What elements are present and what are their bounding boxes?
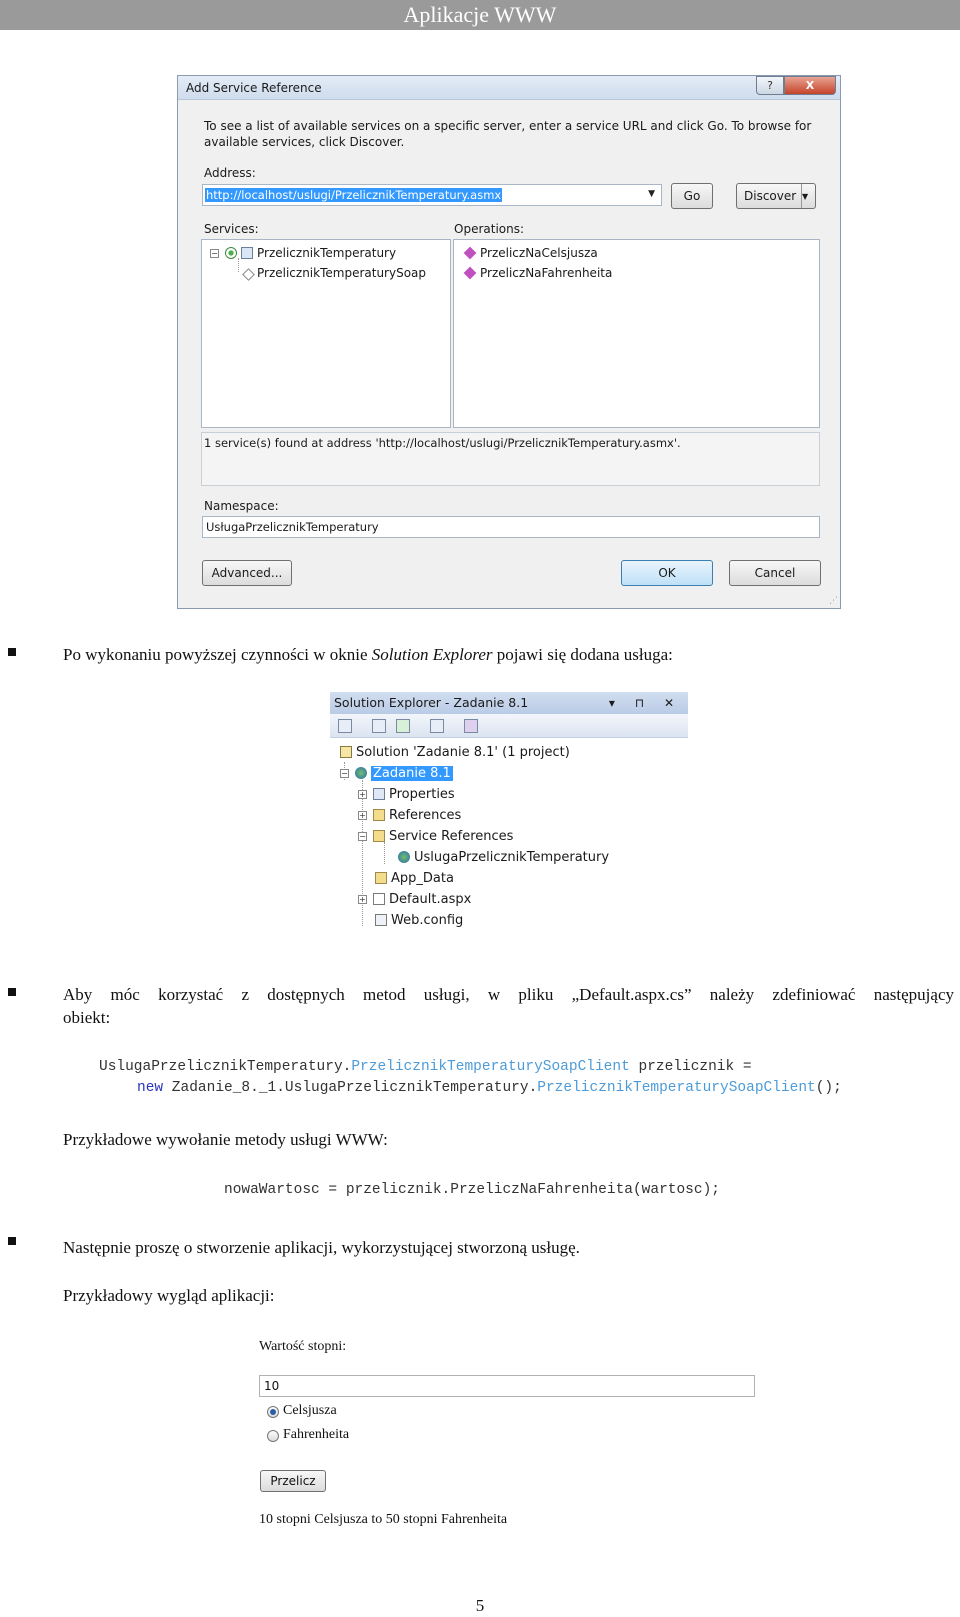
tree-item-service-reference[interactable] — [398, 850, 609, 865]
properties-icon — [373, 788, 385, 800]
dialog-instruction: To see a list of available services on a specific server, enter a service URL and click Go. To browse for available services, click Discover. — [204, 119, 812, 149]
address-value: http://localhost/uslugi/PrzelicznikTemperatury.asmx — [206, 188, 502, 202]
radio-fahrenheit[interactable] — [267, 1430, 279, 1442]
radio-celsius-label: Celsjusza — [283, 1403, 337, 1418]
paragraph-define-object: Aby móc korzystać z dostępnych metod usługi, w pliku „Default.aspx.cs” należy zdefiniować następujący — [63, 985, 954, 1004]
code-line — [137, 1080, 842, 1096]
solution-explorer-title: Solution Explorer - Zadanie 8.1 — [334, 695, 529, 710]
paragraph-define-object-cont: obiekt: — [63, 1008, 111, 1027]
references-folder-icon — [373, 809, 385, 821]
code-line — [99, 1059, 752, 1075]
solution-explorer-toolbar — [330, 714, 688, 738]
tree-item-default-aspx[interactable] — [358, 892, 471, 907]
ok-button[interactable]: OK — [621, 560, 713, 586]
radio-celsius[interactable] — [267, 1406, 279, 1418]
degree-input[interactable]: 10 — [259, 1375, 755, 1397]
properties-tool-icon[interactable] — [338, 719, 352, 733]
expand-icon[interactable]: + — [359, 790, 366, 799]
paragraph-example-call: Przykładowe wywołanie metody usługi WWW: — [63, 1130, 388, 1149]
service-class-icon — [241, 247, 253, 259]
p1-text-after: pojawi się dodana usługa: — [492, 645, 673, 664]
web-config-label: Web.config — [391, 913, 464, 928]
tree-item-project[interactable] — [340, 766, 453, 781]
page-number: 5 — [475, 1596, 485, 1615]
references-label: References — [389, 808, 462, 823]
tree-item-app-data[interactable] — [375, 871, 454, 886]
tree-item-references[interactable] — [358, 808, 461, 823]
service-icon — [225, 247, 237, 259]
cancel-button[interactable]: Cancel — [729, 560, 821, 586]
address-combobox[interactable] — [202, 184, 662, 206]
web-service-icon — [398, 851, 410, 863]
address-label: Address: — [204, 166, 256, 180]
tree-connector — [238, 258, 239, 272]
convert-button[interactable]: Przelicz — [260, 1470, 326, 1492]
code-type: PrzelicznikTemperaturySoapClient — [537, 1080, 816, 1096]
operation-item[interactable] — [464, 266, 612, 280]
p1-emphasis: Solution Explorer — [371, 645, 493, 664]
header-title: Aplikacje WWW — [403, 2, 557, 27]
services-label: Services: — [204, 222, 259, 236]
service-references-label: Service References — [389, 829, 514, 844]
chevron-down-icon[interactable]: ▼ — [648, 189, 655, 199]
services-tree[interactable] — [201, 239, 451, 428]
add-service-reference-dialog — [177, 75, 841, 609]
tree-connector — [384, 842, 385, 864]
web-project-icon — [355, 767, 367, 779]
code-variable: przelicznik = — [629, 1059, 752, 1075]
status-text: 1 service(s) found at address 'http://localhost/uslugi/PrzelicznikTemperatury.asmx'. — [204, 436, 681, 450]
properties-label: Properties — [389, 787, 455, 802]
code-namespace: Zadanie_8._1.UslugaPrzelicznikTemperatury. — [163, 1080, 538, 1096]
show-all-files-icon[interactable] — [372, 719, 386, 733]
panel-controls[interactable]: ▾ ⊓ ✕ — [608, 696, 682, 710]
solution-explorer-panel — [330, 692, 688, 938]
endpoint-name: PrzelicznikTemperaturySoap — [257, 266, 427, 280]
folder-icon — [373, 830, 385, 842]
refresh-icon[interactable] — [396, 719, 410, 733]
collapse-icon[interactable]: − — [359, 832, 366, 841]
default-aspx-label: Default.aspx — [389, 892, 472, 907]
help-button[interactable]: ? — [756, 76, 784, 95]
paragraph-app-look: Przykładowy wygląd aplikacji: — [63, 1286, 275, 1305]
solution-label: Solution 'Zadanie 8.1' (1 project) — [356, 745, 570, 760]
config-file-icon — [375, 914, 387, 926]
bullet-icon — [8, 988, 16, 996]
project-label: Zadanie 8.1 — [373, 766, 451, 781]
paragraph-solution-explorer — [63, 644, 673, 666]
dialog-title: Add Service Reference — [186, 81, 322, 95]
code-punctuation: (); — [815, 1080, 842, 1096]
tree-item-solution[interactable] — [340, 745, 570, 760]
namespace-label: Namespace: — [204, 499, 279, 513]
method-icon — [464, 267, 477, 280]
endpoint-icon — [242, 268, 255, 281]
bullet-icon — [8, 1237, 16, 1245]
bullet-icon — [8, 648, 16, 656]
expand-icon[interactable]: + — [359, 811, 366, 820]
page-header — [0, 0, 960, 30]
collapse-icon[interactable]: − — [341, 769, 348, 778]
p1-text-before: Po wykonaniu powyższej czynności w oknie — [63, 645, 372, 664]
solution-explorer-titlebar — [330, 692, 688, 714]
radio-fahrenheit-label: Fahrenheita — [283, 1427, 350, 1442]
paragraph-create-app: Następnie proszę o stworzenie aplikacji, wykorzystującej stworzoną usługę. — [63, 1238, 580, 1257]
view-designer-icon[interactable] — [430, 719, 444, 733]
tree-item-properties[interactable] — [358, 787, 455, 802]
code-keyword: new — [137, 1080, 164, 1096]
resize-grip-icon[interactable]: ⋰ — [829, 596, 838, 606]
expand-icon[interactable]: + — [359, 895, 366, 904]
app-data-label: App_Data — [391, 871, 454, 886]
service-reference-label: UslugaPrzelicznikTemperatury — [414, 850, 610, 865]
method-icon — [464, 247, 477, 260]
dialog-titlebar — [178, 76, 840, 100]
code-call: nowaWartosc = przelicznik.PrzeliczNaFahrenheita(wartosc); — [224, 1182, 720, 1198]
close-button[interactable]: X — [784, 76, 836, 95]
operation-name: PrzeliczNaCelsjusza — [480, 246, 598, 260]
discover-button[interactable] — [736, 183, 816, 209]
operation-name: PrzeliczNaFahrenheita — [480, 266, 613, 280]
status-area — [201, 432, 820, 486]
tree-item-service-references[interactable] — [358, 829, 513, 844]
tree-item-endpoint[interactable] — [244, 266, 426, 280]
folder-icon — [375, 872, 387, 884]
tree-item-web-config[interactable] — [375, 913, 463, 928]
solution-icon — [340, 746, 352, 758]
code-namespace: UslugaPrzelicznikTemperatury. — [99, 1059, 352, 1075]
service-name: PrzelicznikTemperatury — [257, 246, 397, 260]
discover-label: Discover — [744, 189, 797, 203]
code-type: PrzelicznikTemperaturySoapClient — [351, 1059, 630, 1075]
class-diagram-icon[interactable] — [464, 719, 478, 733]
app-degree-label: Wartość stopni: — [259, 1339, 347, 1354]
chevron-down-icon[interactable]: ▼ — [801, 184, 815, 208]
collapse-icon[interactable]: − — [211, 249, 218, 258]
operations-label: Operations: — [454, 222, 525, 236]
namespace-input[interactable] — [202, 516, 820, 538]
aspx-file-icon — [373, 893, 385, 905]
operation-item[interactable] — [464, 246, 598, 260]
go-button[interactable]: Go — [671, 183, 713, 209]
namespace-value: UsługaPrzelicznikTemperatury — [206, 520, 379, 534]
advanced-button[interactable]: Advanced... — [202, 560, 292, 586]
operations-list[interactable] — [453, 239, 820, 428]
result-text: 10 stopni Celsjusza to 50 stopni Fahrenheita — [259, 1512, 508, 1527]
